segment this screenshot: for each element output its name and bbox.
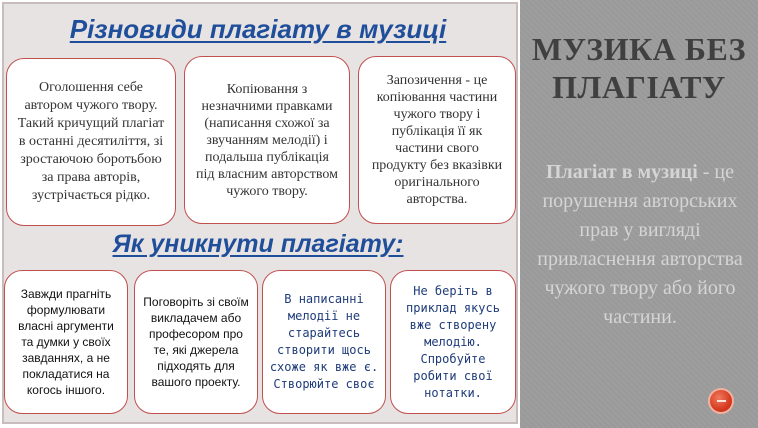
definition-rest: - це порушення авторських прав у вигляді привласнення авторства чужого твору або його частини. [537, 161, 743, 328]
slide-title: МУЗИКА БЕЗ ПЛАГІАТУ [531, 31, 747, 105]
tip-card-3 [262, 270, 386, 414]
tip-card-1 [4, 270, 128, 414]
type-card-1 [6, 58, 176, 226]
type-card-3-text: Запозичення - це копіювання частини чужого твору і публікація її як частини свого продукту без вказівки оригінального авторства. [371, 73, 503, 207]
heading-plagiarism-types: Різновиди плагіату в музиці [69, 14, 447, 44]
type-card-1-text: Оголошення себе автором чужого твору. Такий кричущий плагіат в останні десятиліття, зі зростаючою боротьбою за права авторів, зустрічається рідко. [17, 80, 165, 203]
tip-card-4 [390, 270, 516, 414]
tip-card-3-text: В написанні мелодії не старайтесь створити щось схоже як вже є. Створюйте своє [269, 292, 379, 391]
type-card-3 [358, 56, 516, 224]
type-card-2 [184, 56, 350, 224]
tip-card-2 [134, 270, 258, 414]
definition-text [530, 158, 750, 332]
tip-card-2-text: Поговоріть зі своїм викладачем або професором про те, які джерела підходять для вашого проекту. [143, 295, 249, 389]
definition-term: Плагіат в музиці [545, 161, 698, 183]
type-card-2-text: Копіювання з незначними правками (написання схожої за звучанням мелодії) і подальша публікація під власним авторством чужого твору. [195, 81, 339, 199]
tip-card-1-text: Завжди прагніть формулювати власні аргументи та думки у своїх завданнях, а не покладатися на когось іншого. [18, 287, 114, 397]
next-slide-icon[interactable] [708, 388, 734, 414]
tip-card-4-text: Не беріть в приклад якусь вже створену мелодію. Спробуйте робити свої нотатки. [406, 283, 500, 400]
heading-avoid-plagiarism: Як уникнути плагіату: [112, 230, 404, 258]
